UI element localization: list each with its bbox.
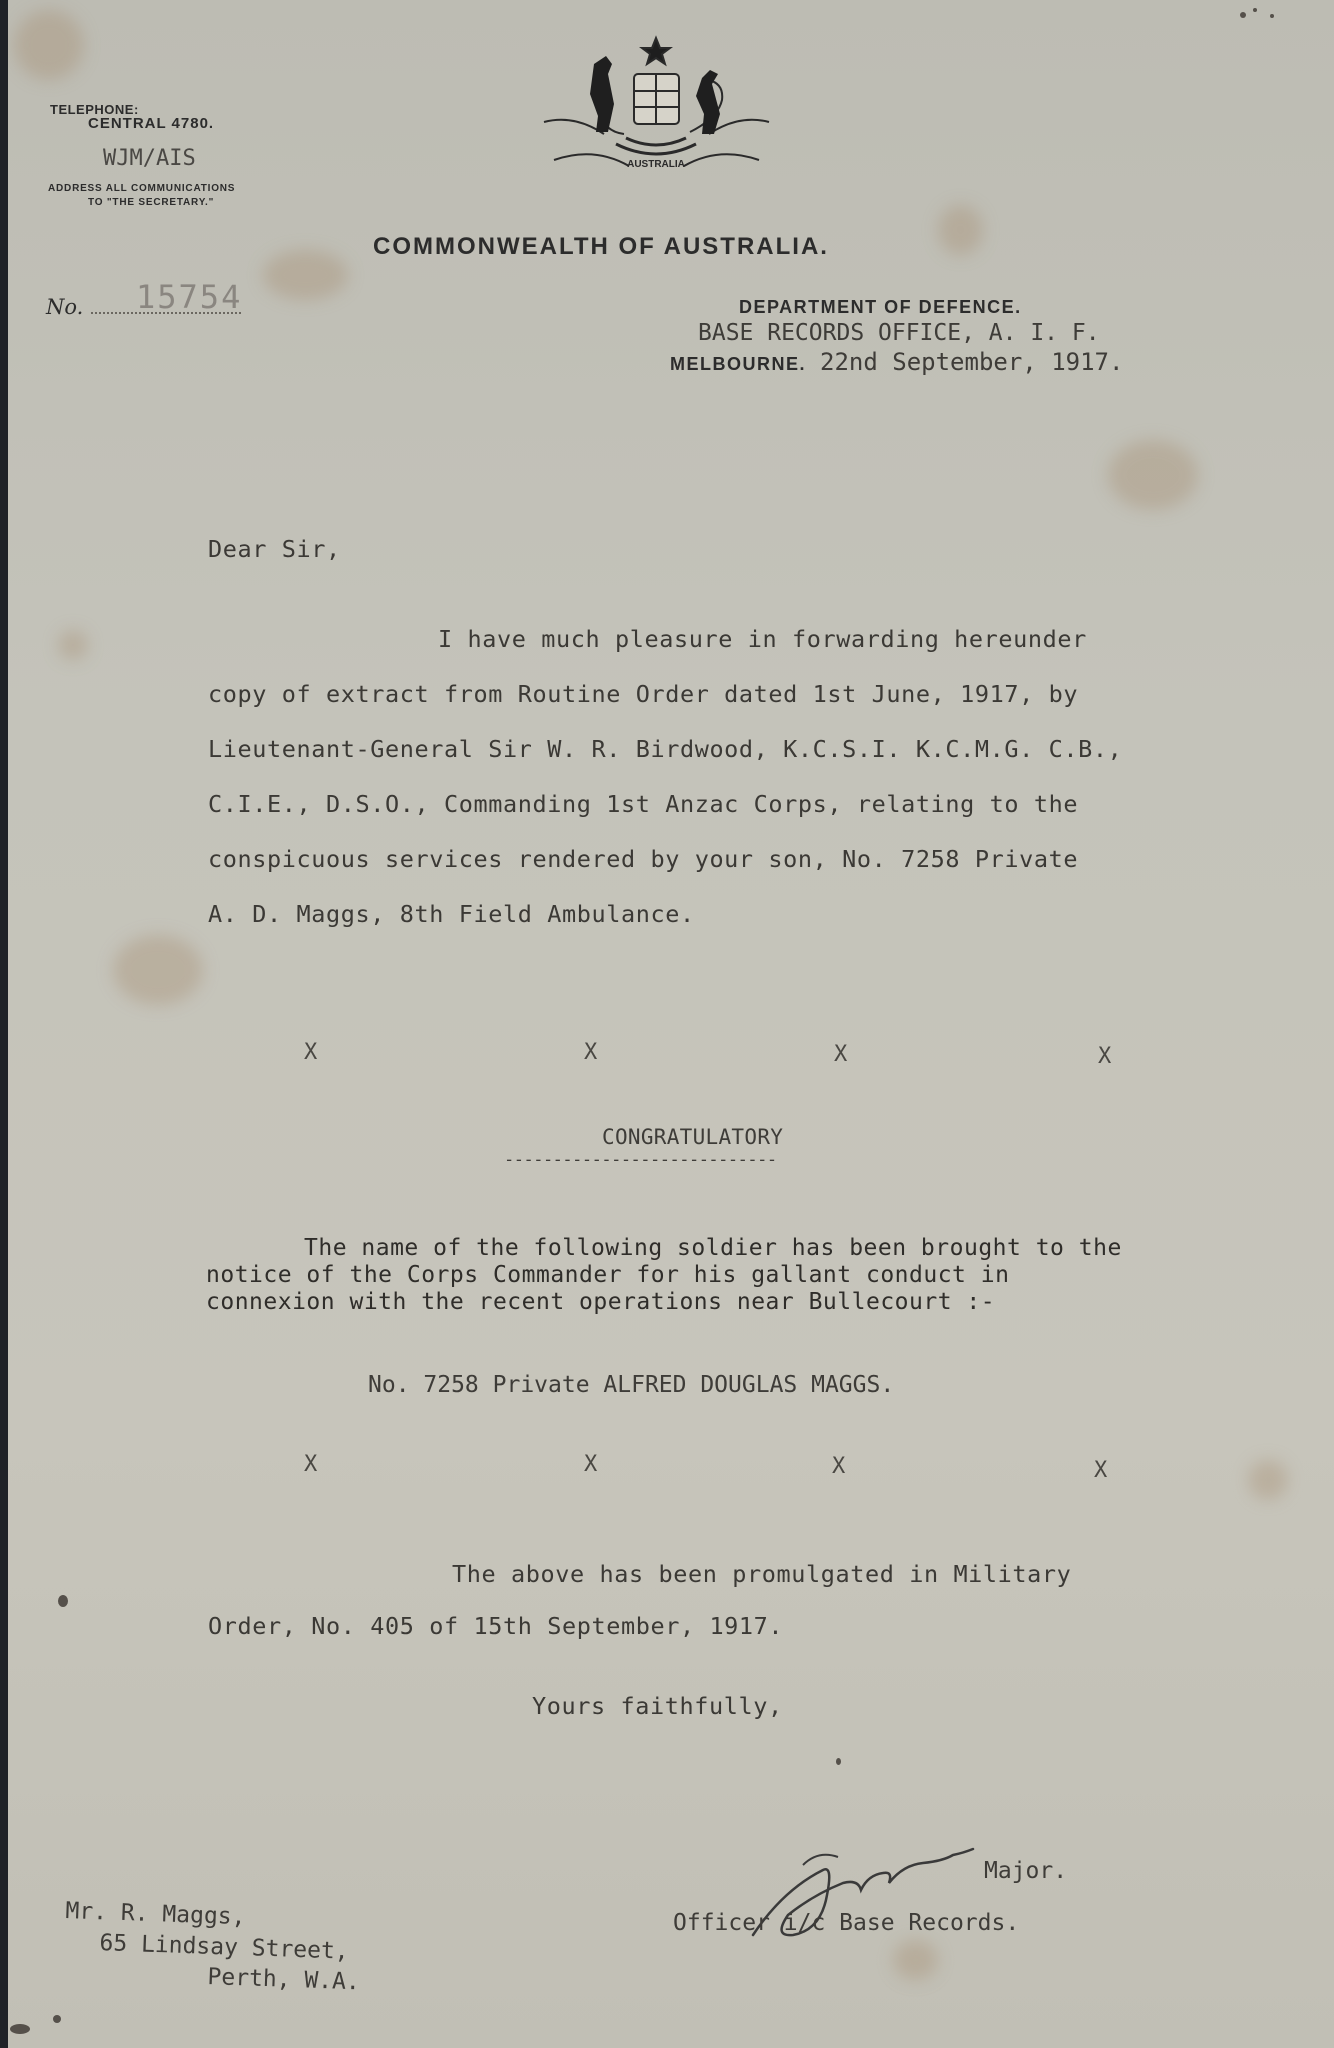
department-name: DEPARTMENT OF DEFENCE. [739, 297, 1022, 317]
letter-page [8, 0, 1334, 2048]
separator-mark: X [584, 1452, 598, 1477]
separator-mark: X [834, 1042, 848, 1067]
salutation: Dear Sir, [208, 535, 341, 563]
heading-rule: ---------------------------- [504, 1150, 777, 1170]
signatory-title: Officer i/c Base Records. [673, 1910, 1020, 1936]
paragraph1-line: I have much pleasure in forwarding hereunder [438, 625, 1087, 653]
separator-mark: X [832, 1454, 846, 1479]
address-instruction-line1: ADDRESS ALL COMMUNICATIONS [48, 183, 236, 194]
office-name: BASE RECORDS OFFICE, A. I. F. [698, 320, 1100, 346]
telephone-label: TELEPHONE: [50, 102, 139, 117]
file-number-value: 15754 [136, 278, 243, 316]
letterhead-title: COMMONWEALTH OF AUSTRALIA. [373, 233, 829, 260]
letter-date: 22nd September, 1917. [820, 348, 1124, 376]
separator-mark: X [1094, 1458, 1108, 1483]
extract-line: connexion with the recent operations near Bullecourt :- [206, 1289, 996, 1315]
place-date [670, 348, 1123, 376]
separator-mark: X [584, 1040, 598, 1065]
soldier-name-line: No. 7258 Private ALFRED DOUGLAS MAGGS. [368, 1372, 895, 1398]
separator-mark: X [304, 1040, 318, 1065]
extract-line: notice of the Corps Commander for his gallant conduct in [206, 1262, 1010, 1288]
separator-mark: X [1098, 1044, 1112, 1069]
file-number-label: No. [46, 295, 84, 319]
addressee-line: 65 Lindsay Street, [99, 1930, 350, 1965]
paragraph1-line: A. D. Maggs, 8th Field Ambulance. [208, 900, 695, 928]
crest-motto: AUSTRALIA [627, 159, 685, 170]
separator-mark: X [304, 1452, 318, 1477]
reference-code: WJM/AIS [103, 146, 196, 171]
extract-heading: CONGRATULATORY [602, 1125, 784, 1149]
coat-of-arms [534, 34, 779, 202]
paragraph2-line: The above has been promulgated in Military [452, 1560, 1072, 1588]
paragraph1-line: C.I.E., D.S.O., Commanding 1st Anzac Corps, relating to the [208, 790, 1079, 818]
extract-line: The name of the following soldier has been brought to the [304, 1235, 1122, 1261]
closing: Yours faithfully, [532, 1692, 783, 1720]
addressee-line: Mr. R. Maggs, [65, 1898, 246, 1931]
paragraph1-line: copy of extract from Routine Order dated 1st June, 1917, by [208, 680, 1079, 708]
address-instruction-line2: TO "THE SECRETARY." [88, 197, 215, 208]
place-name: MELBOURNE. [670, 354, 806, 374]
paragraph1-line: conspicuous services rendered by your son, No. 7258 Private [208, 845, 1079, 873]
telephone-number: CENTRAL 4780. [88, 115, 215, 132]
paragraph2-line: Order, No. 405 of 15th September, 1917. [208, 1612, 784, 1640]
paragraph1-line: Lieutenant-General Sir W. R. Birdwood, K.C.S.I. K.C.M.G. C.B., [208, 735, 1123, 763]
addressee-line: Perth, W.A. [207, 1964, 361, 1996]
signatory-rank: Major. [984, 1858, 1068, 1884]
